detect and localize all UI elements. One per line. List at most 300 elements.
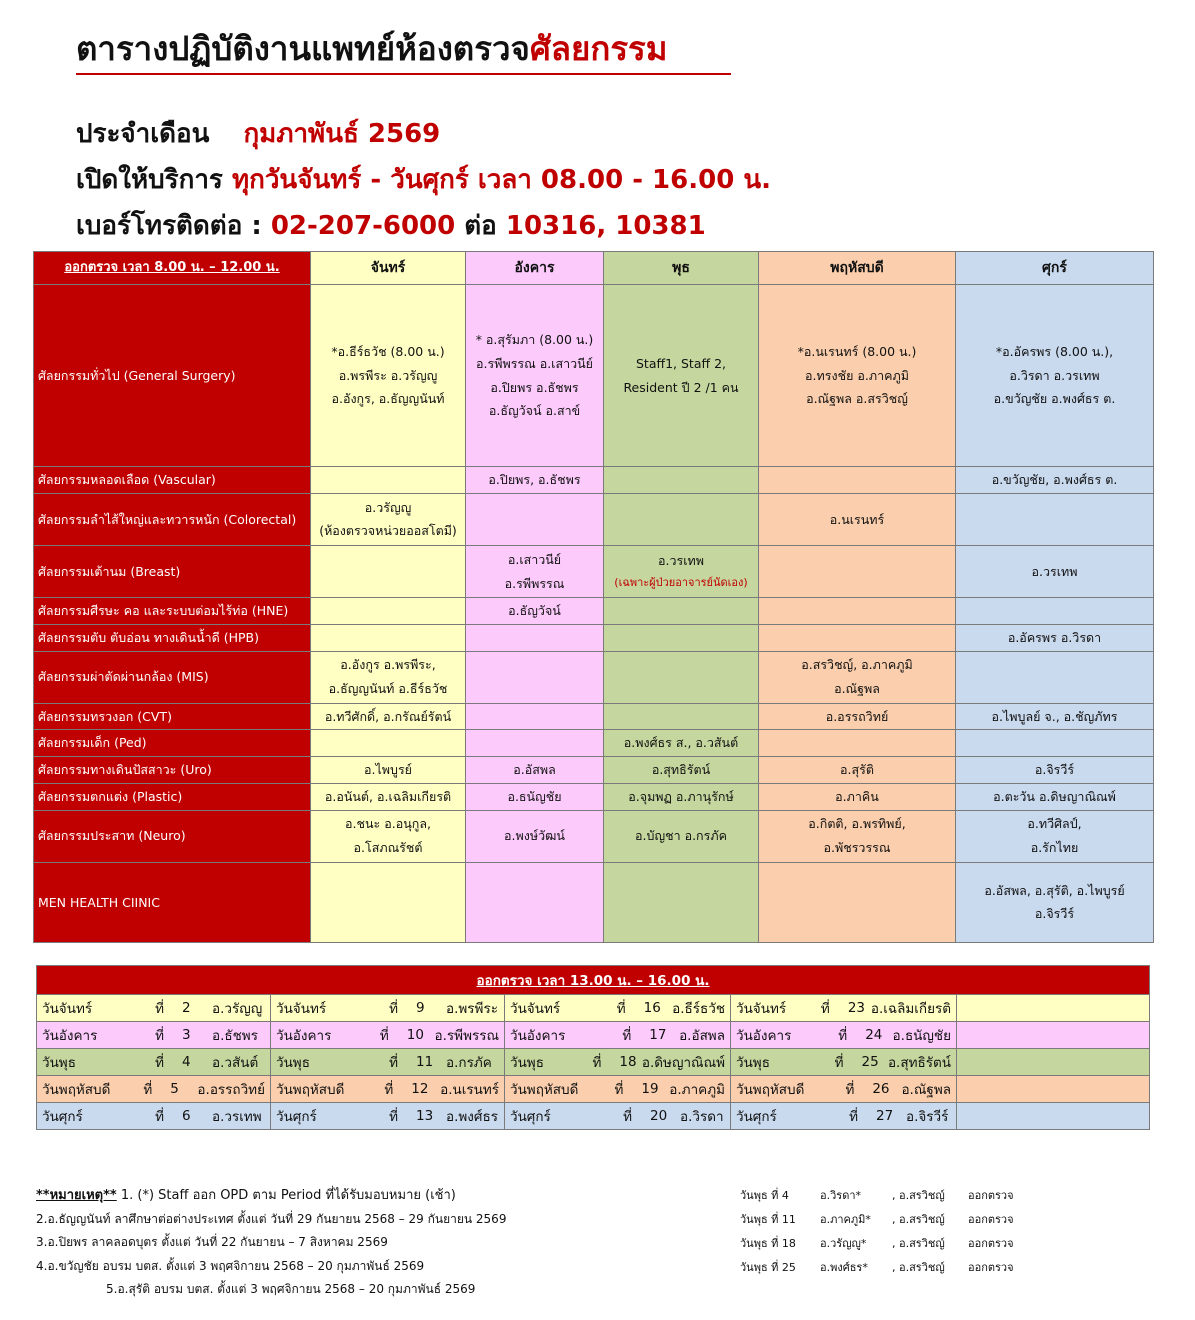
date-value: 5 <box>170 1081 179 1097</box>
doctor-cell-tue <box>466 285 604 467</box>
page-title <box>76 22 668 75</box>
no-label: ที่ <box>155 1055 164 1071</box>
doctor-name: อ.ธนัญชัย <box>892 1028 951 1044</box>
morning-row <box>34 757 1154 784</box>
day-header-thu: พฤหัสบดี <box>759 252 956 285</box>
side-status: ออกตรวจ <box>968 1237 1014 1250</box>
side-day: วันพุธ ที่ 11 <box>740 1213 796 1226</box>
doctor-name: อ.ปิยพร อ.ธัชพร <box>490 379 579 395</box>
open-label: เปิดให้บริการ <box>76 165 223 195</box>
doctor-cell-fri <box>956 862 1154 942</box>
doctor-cell-wed <box>604 546 759 598</box>
afternoon-row <box>37 1049 1150 1076</box>
doctor-name: อ.อังกูร, อ.ธัญญนันท์ <box>331 391 445 407</box>
doctor-name: อ.อัสพล, อ.สุรัติ, อ.ไพบูรย์ <box>984 882 1125 898</box>
doctor-name: อ.จิรวีร์ <box>1034 762 1075 778</box>
doctor-name: อ.พงษ์วัฒน์ <box>504 828 565 844</box>
afternoon-cell <box>731 1103 957 1130</box>
afternoon-cell <box>505 995 731 1022</box>
no-label: ที่ <box>389 1001 398 1017</box>
doctor-name: อ.โสภณรัชต์ <box>353 840 423 856</box>
title-highlight: ศัลยกรรม <box>529 29 668 68</box>
afternoon-cell <box>271 1049 505 1076</box>
doctor-cell-tue <box>466 493 604 545</box>
doctor-name: อ.เสาวนีย์ <box>507 551 562 567</box>
title-underline <box>76 73 731 75</box>
doctor-cell-thu <box>759 467 956 494</box>
day-header-mon: จันทร์ <box>311 252 466 285</box>
specialty-label: ศัลยกรรมเด็ก (Ped) <box>34 730 311 757</box>
no-label: ที่ <box>389 1109 398 1125</box>
doctor-name: อ.ภาคิน <box>835 788 879 804</box>
doctor-name: อ.ธัญญนันท์ อ.ธีร์ธวัช <box>328 681 448 697</box>
doctor-name: อ.วรัญญู <box>212 1001 263 1017</box>
afternoon-schedule-table <box>36 965 1150 1130</box>
date-value: 18 <box>619 1054 637 1070</box>
note-line-1 <box>36 1184 506 1208</box>
no-label: ที่ <box>834 1055 844 1071</box>
side-status: ออกตรวจ <box>968 1189 1014 1202</box>
no-label: ที่ <box>838 1028 848 1044</box>
morning-row <box>34 546 1154 598</box>
side-status: ออกตรวจ <box>968 1213 1014 1226</box>
doctor-name: *อ.นเรนทร์ (8.00 น.) <box>797 343 917 359</box>
side-day: วันพุธ ที่ 25 <box>740 1261 796 1274</box>
doctor-cell-mon <box>311 493 466 545</box>
side-doctor: อ.วิรดา* <box>820 1189 862 1202</box>
doctor-name: อ.ณัฐพล <box>901 1082 951 1098</box>
date-value: 3 <box>182 1027 191 1043</box>
morning-row <box>34 703 1154 730</box>
afternoon-cell <box>505 1022 731 1049</box>
doctor-cell-wed <box>604 783 759 810</box>
doctor-name: อ.ธัชพร <box>212 1028 258 1044</box>
day-label: วันพุธ <box>510 1055 544 1071</box>
day-header-tue: อังคาร <box>466 252 604 285</box>
month-line <box>76 113 440 154</box>
doctor-name: อ.อัครพร อ.วิรดา <box>1007 629 1102 645</box>
afternoon-time-header: ออกตรวจ เวลา 13.00 น. – 16.00 น. <box>37 966 1150 995</box>
doctor-name: Staff1, Staff 2, <box>635 355 726 371</box>
note-item: 2.อ.ธัญญนันท์ ลาศึกษาต่อต่างประเทศ ตั้งแต่ วันที่ 29 กันยายน 2568 – 29 กันยายน 2569 <box>36 1211 507 1226</box>
doctor-name: อ.ปิยพร, อ.ธัชพร <box>488 472 581 488</box>
day-label: วันจันทร์ <box>42 1001 93 1017</box>
doctor-name: อ.ตะวัน อ.ดิษญาณิณพ์ <box>993 788 1116 804</box>
afternoon-cell <box>37 995 271 1022</box>
no-label: ที่ <box>155 1109 164 1125</box>
doctor-cell-fri <box>956 783 1154 810</box>
doctor-name: อ.ธัญวัจน์ อ.สาข์ <box>488 403 581 419</box>
date-value: 9 <box>416 1000 425 1016</box>
doctor-name: อ.ไพบูลย์ จ., อ.ชัญภัทร <box>991 708 1118 724</box>
afternoon-cell <box>505 1049 731 1076</box>
afternoon-cell <box>37 1022 271 1049</box>
doctor-cell-tue <box>466 624 604 651</box>
afternoon-cell <box>271 1022 505 1049</box>
doctor-name: อ.ธีร์ธวัช <box>672 1001 725 1017</box>
no-label: ที่ <box>614 1082 624 1098</box>
afternoon-cell <box>505 1103 731 1130</box>
afternoon-blank-cell <box>957 1103 1150 1130</box>
no-label: ที่ <box>143 1082 153 1098</box>
date-value: 20 <box>650 1108 668 1124</box>
day-label: วันศุกร์ <box>42 1109 83 1125</box>
side-with: , อ.สรวิชญ์ <box>892 1237 945 1250</box>
doctor-name: อ.จิรวีร์ <box>1034 906 1075 922</box>
doctor-cell-mon <box>311 757 466 784</box>
day-label: วันอังคาร <box>510 1028 566 1044</box>
date-value: 25 <box>861 1054 879 1070</box>
doctor-name: Resident ปี 2 /1 คน <box>623 379 739 395</box>
note-item: 3.อ.ปิยพร ลาคลอดบุตร ตั้งแต่ วันที่ 22 กันยายน – 7 สิงหาคม 2569 <box>36 1235 388 1249</box>
afternoon-cell <box>731 1049 957 1076</box>
title-main: ตารางปฏิบัติงานแพทย์ห้องตรวจ <box>76 29 530 68</box>
day-header-fri: ศุกร์ <box>956 252 1154 285</box>
doctor-cell-tue <box>466 862 604 942</box>
doctor-name: อ.ธนัญชัย <box>507 788 562 804</box>
side-note-row <box>740 1232 1014 1256</box>
morning-row <box>34 862 1154 942</box>
doctor-cell-thu <box>759 624 956 651</box>
morning-schedule-body <box>34 285 1154 943</box>
doctor-cell-thu <box>759 810 956 862</box>
date-value: 2 <box>182 1000 191 1016</box>
specialty-label: ศัลยกรรมเต้านม (Breast) <box>34 546 311 598</box>
doctor-name: อ.รพีพรรณ อ.เสาวนีย์ <box>476 355 593 371</box>
no-label: ที่ <box>384 1082 394 1098</box>
hours-line <box>76 159 771 200</box>
day-label: วันจันทร์ <box>736 1001 787 1017</box>
doctor-cell-mon <box>311 783 466 810</box>
doctor-cell-thu <box>759 651 956 703</box>
doctor-cell-thu <box>759 783 956 810</box>
doctor-name: อ.บัญชา อ.กรภัค <box>635 828 727 844</box>
date-value: 12 <box>411 1081 429 1097</box>
day-label: วันอังคาร <box>276 1028 332 1044</box>
doctor-name: อ.อรรถวิทย์ <box>197 1082 265 1098</box>
side-doctor: อ.ภาคภูมิ* <box>820 1213 871 1226</box>
date-value: 16 <box>643 1000 661 1016</box>
afternoon-cell <box>731 995 957 1022</box>
doctor-cell-mon <box>311 703 466 730</box>
doctor-name: อ.กิตติ, อ.พรทิพย์, <box>808 816 906 832</box>
no-label: ที่ <box>845 1082 855 1098</box>
afternoon-row <box>37 1076 1150 1103</box>
no-label: ที่ <box>849 1109 858 1125</box>
date-value: 27 <box>876 1108 894 1124</box>
morning-row <box>34 810 1154 862</box>
morning-row <box>34 730 1154 757</box>
doctor-name: อ.นเรนทร์ <box>829 511 885 527</box>
date-value: 19 <box>641 1081 659 1097</box>
doctor-name: อ.อังกูร อ.พรพีระ, <box>340 657 436 673</box>
day-label: วันพุธ <box>276 1055 310 1071</box>
day-label: วันพฤหัสบดี <box>276 1082 345 1098</box>
doctor-cell-fri <box>956 810 1154 862</box>
doctor-cell-mon <box>311 810 466 862</box>
afternoon-cell <box>271 1103 505 1130</box>
note-item: 4.อ.ขวัญชัย อบรม บตส. ตั้งแต่ 3 พฤศจิกายน 2568 – 20 กุมภาพันธ์ 2569 <box>36 1258 425 1273</box>
doctor-name: อ.วรเทพ <box>1031 563 1078 579</box>
day-label: วันพุธ <box>736 1055 770 1071</box>
phone-label: เบอร์โทรติดต่อ : <box>76 211 262 241</box>
day-label: วันพฤหัสบดี <box>510 1082 579 1098</box>
doctor-name: อ.ทวีศิลป์, <box>1027 816 1082 832</box>
doctor-cell-tue <box>466 598 604 625</box>
date-value: 23 <box>847 1000 866 1016</box>
date-value: 4 <box>182 1054 191 1070</box>
side-note-row <box>740 1256 1014 1280</box>
side-with: , อ.สรวิชญ์ <box>892 1261 945 1274</box>
doctor-cell-tue <box>466 651 604 703</box>
phone-ext-label: ต่อ <box>464 211 497 241</box>
afternoon-cell <box>37 1049 271 1076</box>
doctor-cell-fri <box>956 493 1154 545</box>
side-note-row <box>740 1208 1014 1232</box>
morning-row <box>34 598 1154 625</box>
doctor-cell-tue <box>466 783 604 810</box>
morning-row <box>34 651 1154 703</box>
month-value: กุมภาพันธ์ 2569 <box>243 119 441 149</box>
phone-line <box>76 205 706 246</box>
doctor-cell-tue <box>466 546 604 598</box>
date-value: 13 <box>416 1108 434 1124</box>
no-label: ที่ <box>379 1028 389 1044</box>
doctor-cell-thu <box>759 493 956 545</box>
wednesday-notes <box>740 1184 1014 1280</box>
afternoon-row <box>37 1022 1150 1049</box>
doctor-cell-mon <box>311 285 466 467</box>
doctor-name: อ.ไพบูรย์ <box>364 762 412 778</box>
specialty-label: ศัลยกรรมประสาท (Neuro) <box>34 810 311 862</box>
side-doctor: อ.วรัญญู* <box>820 1237 867 1250</box>
doctor-cell-wed <box>604 651 759 703</box>
doctor-name: อ.สุทธิรัตน์ <box>651 762 711 778</box>
doctor-name: อ.เฉลิมเกียรติ <box>870 1001 952 1017</box>
doctor-cell-thu <box>759 598 956 625</box>
doctor-name: อ.วสันต์ <box>212 1055 259 1071</box>
no-label: ที่ <box>622 1028 632 1044</box>
doctor-cell-tue <box>466 730 604 757</box>
doctor-cell-fri <box>956 703 1154 730</box>
doctor-name: อ.สุทธิรัตน์ <box>887 1055 951 1071</box>
doctor-name: อ.จุมพฏ อ.ภานุรักษ์ <box>628 788 734 804</box>
date-value: 26 <box>872 1081 890 1097</box>
no-label: ที่ <box>155 1001 164 1017</box>
doctor-name: อ.รักไทย <box>1030 840 1079 856</box>
open-value: ทุกวันจันทร์ - วันศุกร์ เวลา 08.00 - 16.00 น. <box>231 165 771 195</box>
afternoon-blank-cell <box>957 1022 1150 1049</box>
doctor-name: อ.พัชรวรรณ <box>823 840 891 856</box>
specialty-label: ศัลยกรรมตับ ตับอ่อน ทางเดินน้ำดี (HPB) <box>34 624 311 651</box>
date-value: 11 <box>416 1054 434 1070</box>
afternoon-schedule-body <box>37 966 1150 1130</box>
afternoon-row <box>37 1103 1150 1130</box>
doctor-name: (ห้องตรวจหน่วยออสโตมี) <box>319 523 457 539</box>
doctor-name: อ.ภาคภูมิ <box>669 1082 725 1098</box>
doctor-cell-wed <box>604 862 759 942</box>
side-status: ออกตรวจ <box>968 1261 1014 1274</box>
doctor-cell-wed <box>604 810 759 862</box>
day-label: วันศุกร์ <box>276 1109 317 1125</box>
doctor-name: อ.ขวัญชัย, อ.พงศ์ธร ต. <box>991 472 1118 488</box>
doctor-name: อ.วรเทพ <box>658 553 704 569</box>
doctor-cell-fri <box>956 546 1154 598</box>
doctor-name: อ.อัสพล <box>679 1028 725 1044</box>
doctor-name: *อ.ธีร์ธวัช (8.00 น.) <box>331 343 445 359</box>
specialty-label: ศัลยกรรมศีรษะ คอ และระบบต่อมไร้ท่อ (HNE) <box>34 598 311 625</box>
morning-row <box>34 467 1154 494</box>
doctor-cell-wed <box>604 730 759 757</box>
specialty-label: MEN HEALTH CIINIC <box>34 862 311 942</box>
doctor-cell-wed <box>604 598 759 625</box>
afternoon-blank-cell <box>957 1076 1150 1103</box>
doctor-cell-tue <box>466 757 604 784</box>
afternoon-blank-cell <box>957 995 1150 1022</box>
doctor-cell-tue <box>466 467 604 494</box>
phone-ext-value: 10316, 10381 <box>505 211 706 241</box>
note-item: 5.อ.สุรัติ อบรม บตส. ตั้งแต่ 3 พฤศจิกายน 2568 – 20 กุมภาพันธ์ 2569 <box>106 1282 476 1296</box>
afternoon-cell <box>271 1076 505 1103</box>
specialty-label: ศัลยกรรมลำไส้ใหญ่และทวารหนัก (Colorectal) <box>34 493 311 545</box>
doctor-name: อ.ทวีศักดิ์, อ.กรัณย์รัตน์ <box>324 708 452 724</box>
doctor-note: (เฉพาะผู้ป่วยอาจารย์นัดเอง) <box>614 575 748 589</box>
afternoon-blank-cell <box>957 1049 1150 1076</box>
morning-row <box>34 624 1154 651</box>
side-day: วันพุธ ที่ 18 <box>740 1237 796 1250</box>
day-label: วันศุกร์ <box>736 1109 777 1125</box>
doctor-name: อ.อรรถวิทย์ <box>825 708 889 724</box>
day-header-wed: พุธ <box>604 252 759 285</box>
doctor-name: อ.อัสพล <box>513 762 556 778</box>
doctor-cell-mon <box>311 467 466 494</box>
morning-row <box>34 493 1154 545</box>
afternoon-cell <box>271 995 505 1022</box>
doctor-name: อ.อนันต์, อ.เฉลิมเกียรติ <box>324 788 452 804</box>
doctor-cell-mon <box>311 651 466 703</box>
doctor-cell-thu <box>759 757 956 784</box>
no-label: ที่ <box>623 1109 632 1125</box>
doctor-name: อ.พงศ์ธร ส., อ.วสันต์ <box>623 735 739 751</box>
doctor-cell-thu <box>759 546 956 598</box>
doctor-name: อ.สุรัติ <box>840 762 874 778</box>
doctor-cell-thu <box>759 730 956 757</box>
doctor-cell-fri <box>956 651 1154 703</box>
doctor-cell-wed <box>604 624 759 651</box>
doctor-name: อ.ณัฐพล อ.สรวิชญ์ <box>806 391 908 407</box>
side-with: , อ.สรวิชญ์ <box>892 1189 945 1202</box>
afternoon-cell <box>37 1076 271 1103</box>
doctor-cell-tue <box>466 703 604 730</box>
doctor-name: อ.พรพีระ <box>446 1001 498 1017</box>
doctor-name: อ.ทรงชัย อ.ภาคภูมิ <box>805 367 909 383</box>
specialty-label: ศัลยกรรมหลอดเลือด (Vascular) <box>34 467 311 494</box>
doctor-name: อ.วิรดา <box>680 1109 724 1125</box>
doctor-name: อ.ขวัญชัย อ.พงศ์ธร ต. <box>993 391 1116 407</box>
doctor-cell-wed <box>604 757 759 784</box>
specialty-label: ศัลยกรรมทั่วไป (General Surgery) <box>34 285 311 467</box>
doctor-name: อ.ชนะ อ.อนุกูล, <box>345 816 431 832</box>
doctor-cell-mon <box>311 598 466 625</box>
doctor-cell-thu <box>759 285 956 467</box>
note-item: 1. (*) Staff ออก OPD ตาม Period ที่ได้รับมอบหมาย (เช้า) <box>120 1188 456 1203</box>
date-value: 24 <box>865 1027 883 1043</box>
day-label: วันศุกร์ <box>510 1109 551 1125</box>
doctor-name: อ.รพีพรรณ <box>434 1028 499 1044</box>
date-value: 10 <box>406 1027 424 1043</box>
afternoon-cell <box>731 1022 957 1049</box>
day-label: วันอังคาร <box>42 1028 98 1044</box>
doctor-name: อ.ดิษญาณิณพ์ <box>641 1055 725 1071</box>
day-label: วันพฤหัสบดี <box>42 1082 111 1098</box>
specialty-label: ศัลยกรรมผ่าตัดผ่านกล้อง (MIS) <box>34 651 311 703</box>
doctor-cell-fri <box>956 730 1154 757</box>
doctor-name: อ.พรพีระ อ.วรัญญู <box>338 367 438 383</box>
no-label: ที่ <box>389 1055 398 1071</box>
no-label: ที่ <box>155 1028 164 1044</box>
doctor-name: * อ.สุรัมภา (8.00 น.) <box>475 332 594 348</box>
doctor-cell-thu <box>759 862 956 942</box>
doctor-cell-tue <box>466 810 604 862</box>
doctor-cell-mon <box>311 862 466 942</box>
doctor-name: อ.จิรวีร์ <box>906 1109 949 1125</box>
no-label: ที่ <box>592 1055 602 1071</box>
day-label: วันจันทร์ <box>276 1001 327 1017</box>
side-with: , อ.สรวิชญ์ <box>892 1213 945 1226</box>
doctor-name: อ.สรวิชญ์, อ.ภาคภูมิ <box>801 657 913 673</box>
doctor-cell-wed <box>604 703 759 730</box>
doctor-cell-mon <box>311 546 466 598</box>
doctor-cell-thu <box>759 703 956 730</box>
day-label: วันอังคาร <box>736 1028 792 1044</box>
doctor-name: อ.วิรดา อ.วรเทพ <box>1009 367 1100 383</box>
morning-row <box>34 783 1154 810</box>
doctor-cell-wed <box>604 285 759 467</box>
notes-heading: **หมายเหตุ** <box>36 1188 117 1203</box>
doctor-cell-fri <box>956 624 1154 651</box>
doctor-name: อ.ธัญวัจน์ <box>508 603 561 619</box>
doctor-name: อ.นเรนทร์ <box>440 1082 499 1098</box>
date-value: 6 <box>182 1108 191 1124</box>
doctor-name: อ.วรเทพ <box>212 1109 262 1125</box>
doctor-name: *อ.อัครพร (8.00 น.), <box>995 343 1114 359</box>
day-label: วันพุธ <box>42 1055 76 1071</box>
phone-value: 02-207-6000 <box>270 211 456 241</box>
afternoon-cell <box>37 1103 271 1130</box>
doctor-cell-fri <box>956 598 1154 625</box>
day-label: วันจันทร์ <box>510 1001 561 1017</box>
day-label: วันพฤหัสบดี <box>736 1082 805 1098</box>
morning-time-header: ออกตรวจ เวลา 8.00 น. – 12.00 น. <box>34 252 311 285</box>
morning-row <box>34 285 1154 467</box>
morning-schedule-table <box>33 251 1154 943</box>
doctor-name: อ.กรภัค <box>446 1055 492 1071</box>
notes-section <box>36 1184 506 1302</box>
no-label: ที่ <box>820 1001 830 1017</box>
side-note-row <box>740 1184 1014 1208</box>
doctor-cell-fri <box>956 757 1154 784</box>
doctor-name: อ.วรัญญู <box>364 499 412 515</box>
afternoon-cell <box>505 1076 731 1103</box>
side-day: วันพุธ ที่ 4 <box>740 1189 789 1202</box>
afternoon-header-row <box>37 966 1150 995</box>
no-label: ที่ <box>616 1001 626 1017</box>
afternoon-cell <box>731 1076 957 1103</box>
side-doctor: อ.พงศ์ธร* <box>820 1261 868 1274</box>
specialty-label: ศัลยกรรมตกแต่ง (Plastic) <box>34 783 311 810</box>
specialty-label: ศัลยกรรมทางเดินปัสสาวะ (Uro) <box>34 757 311 784</box>
doctor-name: อ.รพีพรรณ <box>504 575 565 591</box>
